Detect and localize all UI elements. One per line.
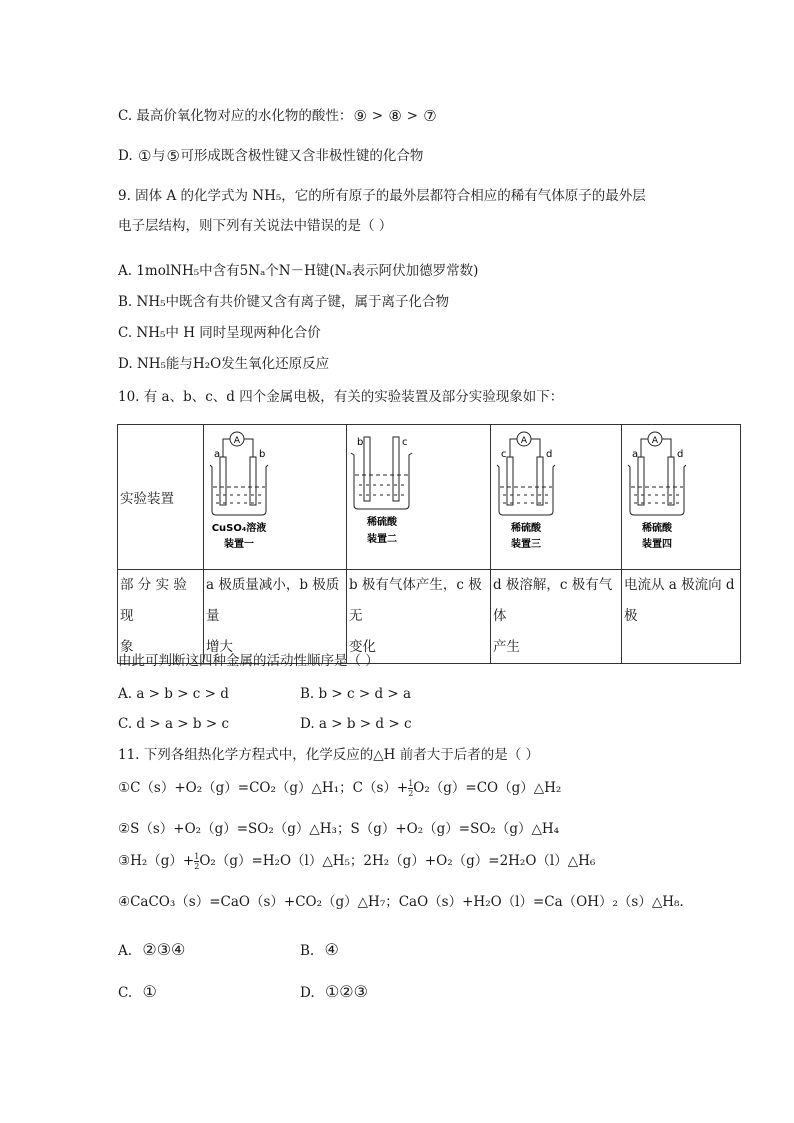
solution-label: 稀硫酸: [642, 523, 672, 534]
galvanic-cell-diagram: [622, 425, 741, 565]
apparatus-name: 装置二: [367, 534, 397, 545]
electrode-label-right: d: [546, 449, 553, 460]
equation-text: ③H₂（g）+: [118, 853, 195, 869]
option-value: ①: [142, 982, 157, 1001]
observation-line: d 极溶解，c 极有气体: [493, 577, 613, 624]
q10-option-d: D. a > b > d > c: [300, 716, 412, 732]
option-label: D.: [118, 148, 137, 164]
q9-option-c: C. NH₅中 H 同时呈现两种化合价: [118, 325, 321, 341]
greater-than: >: [367, 108, 388, 124]
observation-cell: [347, 570, 491, 664]
electrode-label-left: a: [632, 449, 639, 460]
ammeter-label: A: [233, 436, 241, 446]
beaker: [210, 465, 268, 515]
beaker: [497, 465, 555, 515]
option-value: ④: [324, 940, 339, 959]
electrode-label-right: d: [677, 449, 684, 460]
electrode-label-right: c: [402, 437, 408, 448]
apparatus-cell-2: [347, 425, 491, 570]
q9-stem-line2: 电子层结构，则下列有关说法中错误的是（ ）: [118, 218, 393, 234]
fraction-numerator: 1: [408, 779, 414, 788]
equation-text: O₂（g）=CO（g）△H₂: [413, 780, 562, 796]
observation-line: 极: [624, 608, 638, 624]
equation-text: O₂（g）=H₂O（l）△H₅；2H₂（g）+O₂（g）=2H₂O（l）△H₆: [199, 853, 596, 869]
option-label: C.: [118, 985, 133, 1001]
q11-equation-2: ②S（s）+O₂（g）=SO₂（g）△H₃；S（g）+O₂（g）=SO₂（g）△H₄: [118, 821, 560, 837]
q11-stem: 11. 下列各组热化学方程式中，化学反应的△H 前者大于后者的是（ ）: [118, 747, 539, 763]
electrode-left: [364, 437, 370, 501]
fraction-denominator: 2: [408, 789, 414, 798]
beaker: [351, 453, 412, 509]
q9-option-a: A. 1molNH₅中含有5Nₐ个N－H键(Nₐ表示阿伏加德罗常数): [118, 263, 479, 279]
q11-equation-4: ④CaCO₃（s）=CaO（s）+CO₂（g）△H₇；CaO（s）+H₂O（l）=Ca（OH）₂（s）△H₈.: [118, 894, 684, 910]
q11-option-c: [118, 982, 157, 1003]
beaker-diagram: [347, 425, 491, 565]
q11-equation-3: [118, 851, 595, 871]
observation-cell: [204, 570, 347, 664]
ammeter-label: A: [520, 436, 528, 446]
observation-line: a 极质量减小，b 极质量: [206, 577, 340, 624]
option-label: D.: [300, 985, 315, 1001]
label-line: 象: [120, 639, 134, 655]
observation-line: b 极有气体产生，c 极无: [349, 577, 482, 624]
q9-stem-line1: 9. 固体 A 的化学式为 NH₅，它的所有原子的最外层都符合相应的稀有气体原子的最外层: [118, 188, 646, 204]
q10-conclusion: 由此可判断这四种金属的活动性顺序是（ ）: [118, 653, 379, 669]
wire: [641, 439, 648, 457]
apparatus-row: [118, 425, 741, 570]
observation-row-label: [118, 570, 204, 664]
option-value: ②③④: [142, 940, 186, 959]
circled-number: ⑤: [166, 147, 180, 165]
apparatus-cell-4: [622, 425, 741, 570]
experiment-table: [117, 424, 741, 664]
solution-label: CuSO₄溶液: [211, 523, 267, 534]
q10-stem: 10. 有 a、b、c、d 四个金属电极，有关的实验装置及部分实验现象如下：: [118, 389, 564, 405]
observation-line: 增大: [206, 639, 233, 655]
galvanic-cell-diagram: [491, 425, 622, 565]
label-line: 部 分 实 验 现: [120, 577, 187, 624]
circled-number: ⑦: [423, 107, 437, 125]
solution-label: 稀硫酸: [367, 517, 397, 528]
greater-than: >: [402, 108, 423, 124]
observation-cell: [622, 570, 741, 664]
option-label: B.: [300, 943, 315, 959]
wire: [531, 439, 540, 457]
electrode-right: [393, 437, 399, 501]
q8-option-c: [118, 106, 437, 126]
q8-option-d-text: 可形成既含极性键又含非极性键的化合物: [180, 148, 424, 164]
electrode-left: [638, 457, 644, 505]
apparatus-cell-3: [491, 425, 622, 570]
q9-option-b: B. NH₅中既含有共价键又含有离子键，属于离子化合物: [118, 294, 449, 310]
ammeter-label: A: [651, 436, 659, 446]
electrode-right: [537, 457, 543, 505]
electrode-left: [507, 457, 513, 505]
observation-line: 变化: [349, 639, 376, 655]
wire: [510, 439, 517, 457]
q11-option-b: [300, 940, 339, 961]
observation-cell: [491, 570, 622, 664]
q11-option-d: [300, 982, 368, 1003]
electrode-label-left: c: [501, 449, 507, 460]
option-value: ①②③: [324, 982, 368, 1001]
wire: [244, 439, 253, 457]
option-label: A.: [118, 943, 133, 959]
beaker: [628, 465, 686, 515]
electrode-label-left: b: [357, 437, 364, 448]
solution-label: 稀硫酸: [511, 523, 541, 534]
q8-option-c-text: C. 最高价氧化物对应的水化物的酸性：: [118, 108, 353, 124]
q9-option-d: D. NH₅能与H₂O发生氧化还原反应: [118, 356, 330, 372]
apparatus-name: 装置三: [511, 539, 541, 550]
q11-option-a: [118, 940, 185, 961]
electrode-label-right: b: [259, 449, 266, 460]
wire: [223, 439, 230, 457]
q8-option-d: [118, 146, 423, 166]
q10-option-c: C. d > a > b > c: [118, 716, 230, 732]
q11-equation-1: [118, 778, 561, 798]
q10-option-b: B. b > c > d > a: [300, 686, 412, 702]
conjunction: 与: [151, 148, 166, 164]
circled-number: ①: [137, 147, 152, 165]
observation-line: 产生: [493, 639, 520, 655]
wire: [662, 439, 671, 457]
galvanic-cell-diagram: [204, 425, 347, 565]
equation-text: ①C（s）+O₂（g）=CO₂（g）△H₁；C（s）+: [118, 780, 409, 796]
q10-option-a: A. a > b > c > d: [118, 686, 229, 702]
electrode-left: [220, 457, 226, 505]
observation-row: [118, 570, 741, 664]
fraction-denominator: 2: [194, 862, 200, 871]
circled-number: ⑨: [353, 107, 367, 125]
observation-line: 电流从 a 极流向 d: [624, 577, 735, 593]
circled-number: ⑧: [388, 107, 402, 125]
electrode-label-left: a: [214, 449, 221, 460]
electrode-right: [250, 457, 256, 505]
apparatus-row-label: 实验装置: [118, 425, 204, 570]
fraction-numerator: 1: [194, 852, 200, 861]
apparatus-name: 装置一: [224, 539, 254, 550]
apparatus-name: 装置四: [642, 539, 672, 550]
electrode-right: [668, 457, 674, 505]
apparatus-cell-1: [204, 425, 347, 570]
